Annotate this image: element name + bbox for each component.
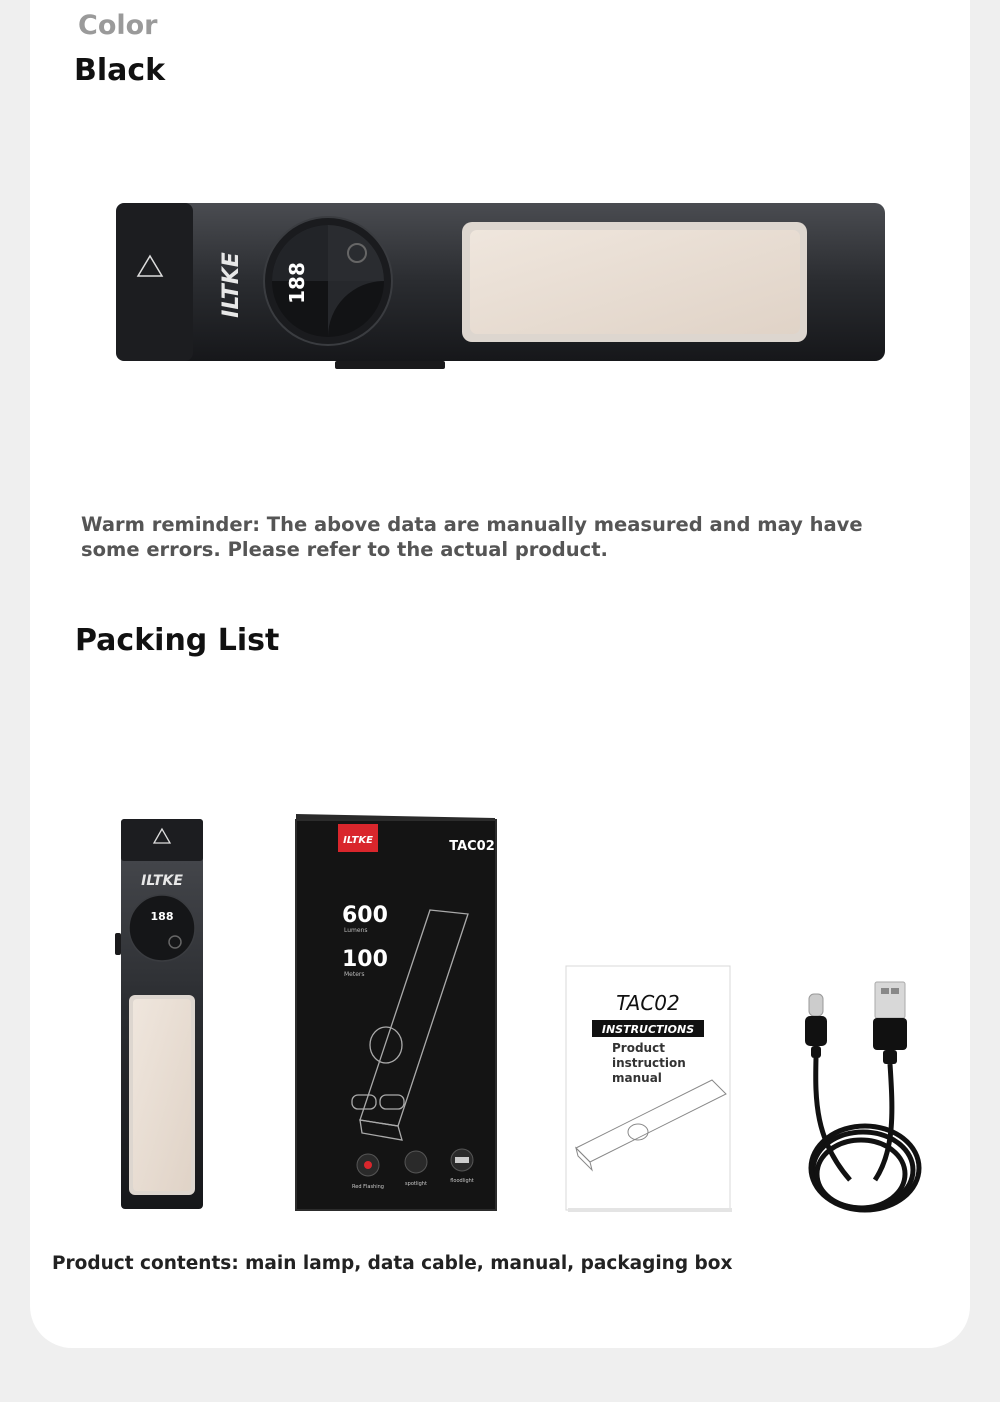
display-dial-small [129, 895, 195, 961]
mode-label-floodlight: floodlight [450, 1178, 474, 1184]
box-meters-unit: Meters [344, 971, 365, 978]
packaging-box-image [290, 810, 502, 1215]
manual-tag: INSTRUCTIONS [601, 1023, 695, 1036]
usb-c-connector [805, 994, 827, 1058]
manual-caption-1: Product [612, 1041, 665, 1055]
manual-caption-3: manual [612, 1071, 662, 1085]
lamp-vertical-image [115, 815, 210, 1213]
color-label: Color [78, 10, 158, 41]
box-logo: ILTKE [343, 835, 373, 846]
usb-a-connector [873, 982, 907, 1064]
manual-caption-2: instruction [612, 1056, 686, 1070]
mode-icon-spotlight [405, 1151, 427, 1173]
warm-reminder-text: Warm reminder: The above data are manually measured and may have some errors. Please refer to the actual product. [81, 513, 863, 561]
mode-label-spotlight: spotlight [405, 1181, 427, 1187]
color-value: Black [74, 53, 166, 88]
mode-label-red-flashing: Red Flashing [352, 1184, 384, 1190]
box-lumens-value: 600 [342, 903, 388, 928]
box-lumens-unit: Lumens [344, 927, 368, 934]
packing-list-title: Packing List [75, 623, 280, 658]
data-cable-image [795, 980, 925, 1220]
lamp-display-digits: 188 [285, 262, 309, 304]
product-contents-text: Product contents: main lamp, data cable, manual, packaging box [52, 1253, 733, 1274]
lamp-vertical-display: 188 [150, 910, 174, 923]
box-meters-value: 100 [342, 947, 388, 972]
lamp-horizontal-image [110, 195, 890, 375]
manual-model: TAC02 [616, 991, 680, 1015]
cable-coil [811, 1058, 919, 1210]
lamp-logo: ILTKE [219, 252, 244, 318]
instruction-manual-image [562, 962, 734, 1214]
lamp-vertical-logo: ILTKE [141, 873, 183, 889]
box-model: TAC02 [449, 839, 495, 854]
